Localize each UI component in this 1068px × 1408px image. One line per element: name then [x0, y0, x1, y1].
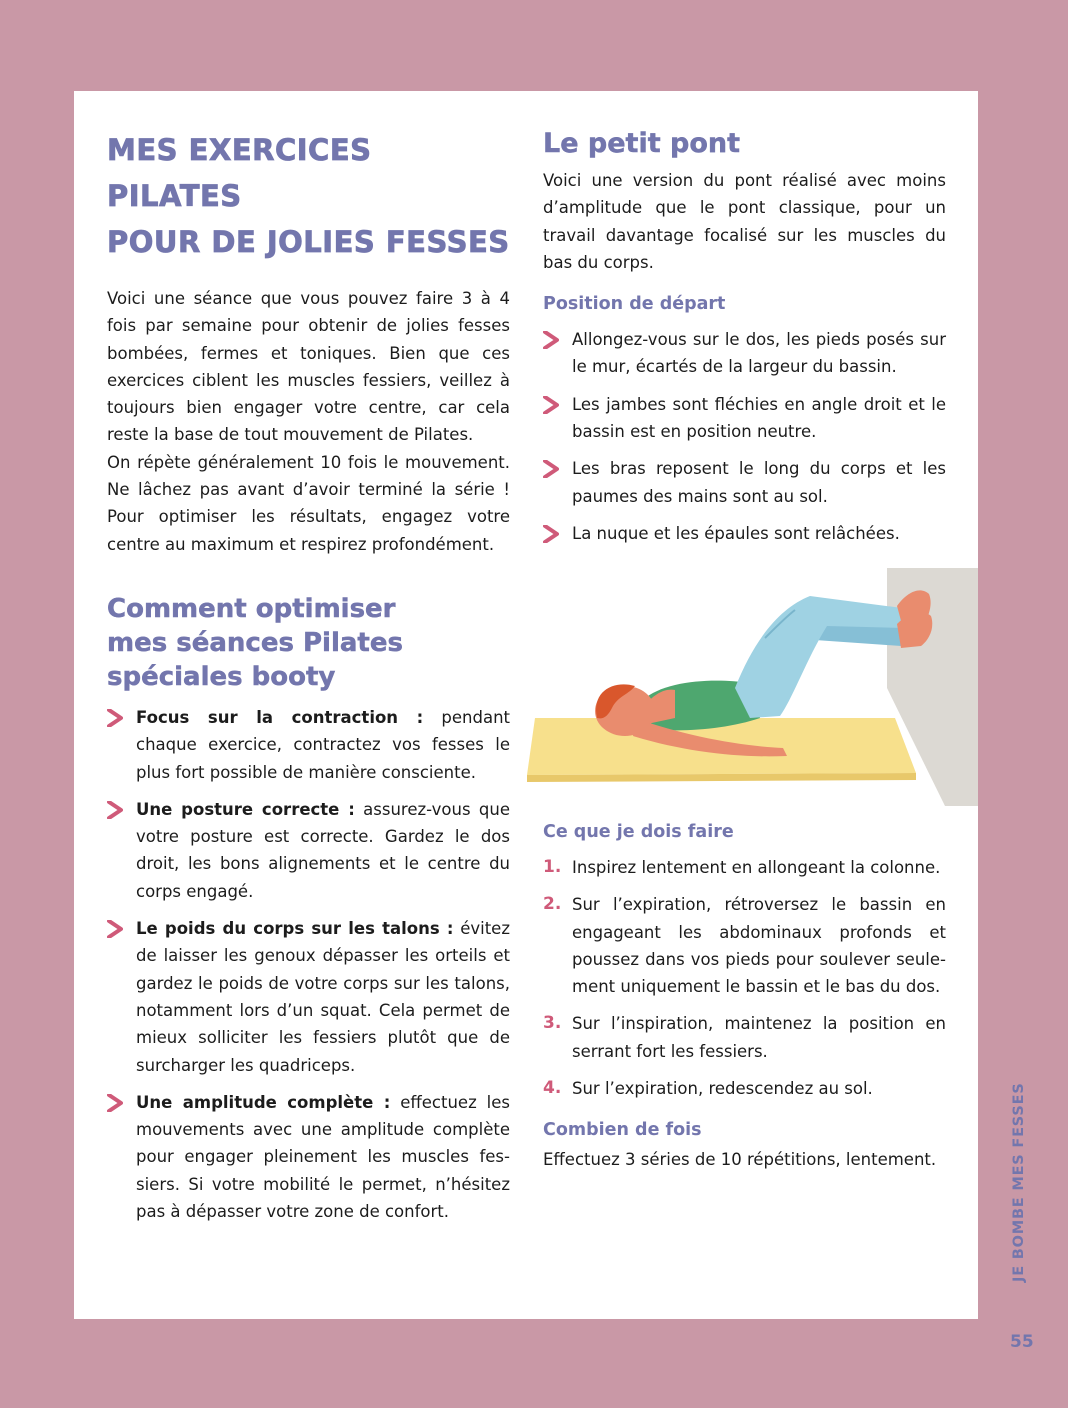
steps-list: [543, 854, 946, 1102]
step-number: 2.: [543, 894, 562, 915]
tip-term: Focus sur la contraction :: [136, 707, 424, 727]
tip-item: [107, 1089, 510, 1225]
tip-term: Une amplitude complète :: [136, 1092, 391, 1112]
step-item: [543, 1010, 946, 1065]
page-number: 55: [1010, 1332, 1034, 1352]
start-position-list: [543, 326, 946, 547]
step-item: [543, 854, 946, 881]
tip-item: [107, 704, 510, 786]
chevron-right-icon: [543, 460, 559, 478]
section-title-line3: spéciales booty: [107, 661, 336, 692]
tip-item: [107, 796, 510, 905]
chevron-right-icon: [543, 525, 559, 543]
tip-text: effectuez les mouvements avec une amplitude complète pour engager pleinement les muscles fessiers. Si votre mobilité le permet, n’hésitez pas à dépasser votre zone de confort.: [136, 1092, 510, 1222]
section-title-line2: mes séances Pilates: [107, 627, 403, 658]
step-number: 3.: [543, 1013, 562, 1034]
start-item: [543, 391, 946, 446]
exercise-intro: Voici une version du pont réalisé avec moins d’amplitude que le pont classique, pour un travail davantage focalisé sur les muscles du bas du corps.: [543, 171, 946, 272]
step-text: Sur l’expiration, redescendez au sol.: [572, 1079, 873, 1099]
right-column-lower: [543, 820, 946, 1174]
start-item-text: Les bras reposent le long du corps et les paumes des mains sont au sol.: [572, 459, 946, 506]
step-number: 4.: [543, 1078, 562, 1099]
step-text: Sur l’inspiration, maintenez la position en serrant fort les fessiers.: [572, 1014, 946, 1061]
what-to-do-title: Ce que je dois faire: [543, 822, 734, 842]
right-column: [543, 127, 946, 547]
tip-term: Une posture correcte :: [136, 799, 355, 819]
step-text: Sur l’expiration, rétroversez le bassin en engageant les abdominaux profonds et poussez dans vos pieds pour soulever seulement uniquement le bassin et le bas du dos.: [572, 895, 946, 997]
tips-list: [107, 704, 510, 1225]
start-item-text: Les jambes sont fléchies en angle droit et le bassin est en position neutre.: [572, 394, 946, 442]
chevron-right-icon: [543, 331, 559, 349]
bridge-illustration: [525, 568, 978, 806]
chevron-right-icon: [107, 709, 123, 727]
chevron-right-icon: [107, 801, 123, 819]
start-item-text: La nuque et les épaules sont relâchées.: [572, 523, 900, 543]
start-item-text: Allongez-vous sur le dos, les pieds posés sur le mur, écartés de la largeur du bassin.: [572, 330, 946, 377]
start-item: [543, 326, 946, 381]
chevron-right-icon: [543, 396, 559, 414]
chevron-right-icon: [107, 1094, 123, 1112]
repetitions-title: Combien de fois: [543, 1120, 702, 1141]
step-text: Inspirez lentement en allongeant la colonne.: [572, 858, 941, 877]
page-sheet: [74, 91, 978, 1319]
chapter-side-label: JE BOMBE MES FESSES: [1011, 1082, 1027, 1282]
section-title-optimiser: [107, 592, 510, 694]
left-column: [107, 127, 510, 1225]
tip-item: [107, 915, 510, 1079]
section-title-line1: Comment optimiser: [107, 593, 396, 624]
exercise-title: Le petit pont: [543, 128, 741, 159]
repetitions-text: Effectuez 3 séries de 10 répétitions, lentement.: [543, 1150, 937, 1170]
intro-paragraph-2: On répète généralement 10 fois le mouvement. Ne lâchez pas avant d’avoir terminé la série ! Pour optimiser les résultats, engagez votre centre au maximum et respirez profondément.: [107, 452, 510, 554]
tip-term: Le poids du corps sur les talons :: [136, 919, 454, 939]
start-position-title: Position de départ: [543, 294, 726, 315]
main-title-line2: POUR DE JOLIES FESSES: [107, 225, 510, 259]
step-item: [543, 891, 946, 1000]
intro-paragraph-1: Voici une séance que vous pouvez faire 3 à 4 fois par semaine pour obtenir de jolies fesses bombées, fermes et toniques. Bien que ces exercices ciblent les muscles fessiers, veillez à toujours bien engager votre centre, car cela reste la base de tout mouvement de Pilates.: [107, 289, 510, 445]
start-item: [543, 455, 946, 510]
tip-text: assurez-vous que votre posture est correcte. Gardez le dos droit, les bons alignements et le centre du corps engagé.: [136, 799, 510, 901]
start-item: [543, 520, 946, 547]
tip-text: évitez de laisser les genoux dépasser les orteils et gardez le poids de votre corps sur les talons, notamment lors d’un squat. Cela permet de mieux solliciter les fessiers plutôt que de surcharger les quadriceps.: [136, 919, 510, 1075]
chevron-right-icon: [107, 920, 123, 938]
step-item: [543, 1075, 946, 1102]
step-number: 1.: [543, 857, 562, 877]
main-title-line1: MES EXERCICES PILATES: [107, 133, 372, 213]
tip-text: pendant chaque exercice, contractez vos fesses le plus fort possible de manière consciente.: [136, 707, 510, 782]
main-title: [107, 127, 510, 265]
